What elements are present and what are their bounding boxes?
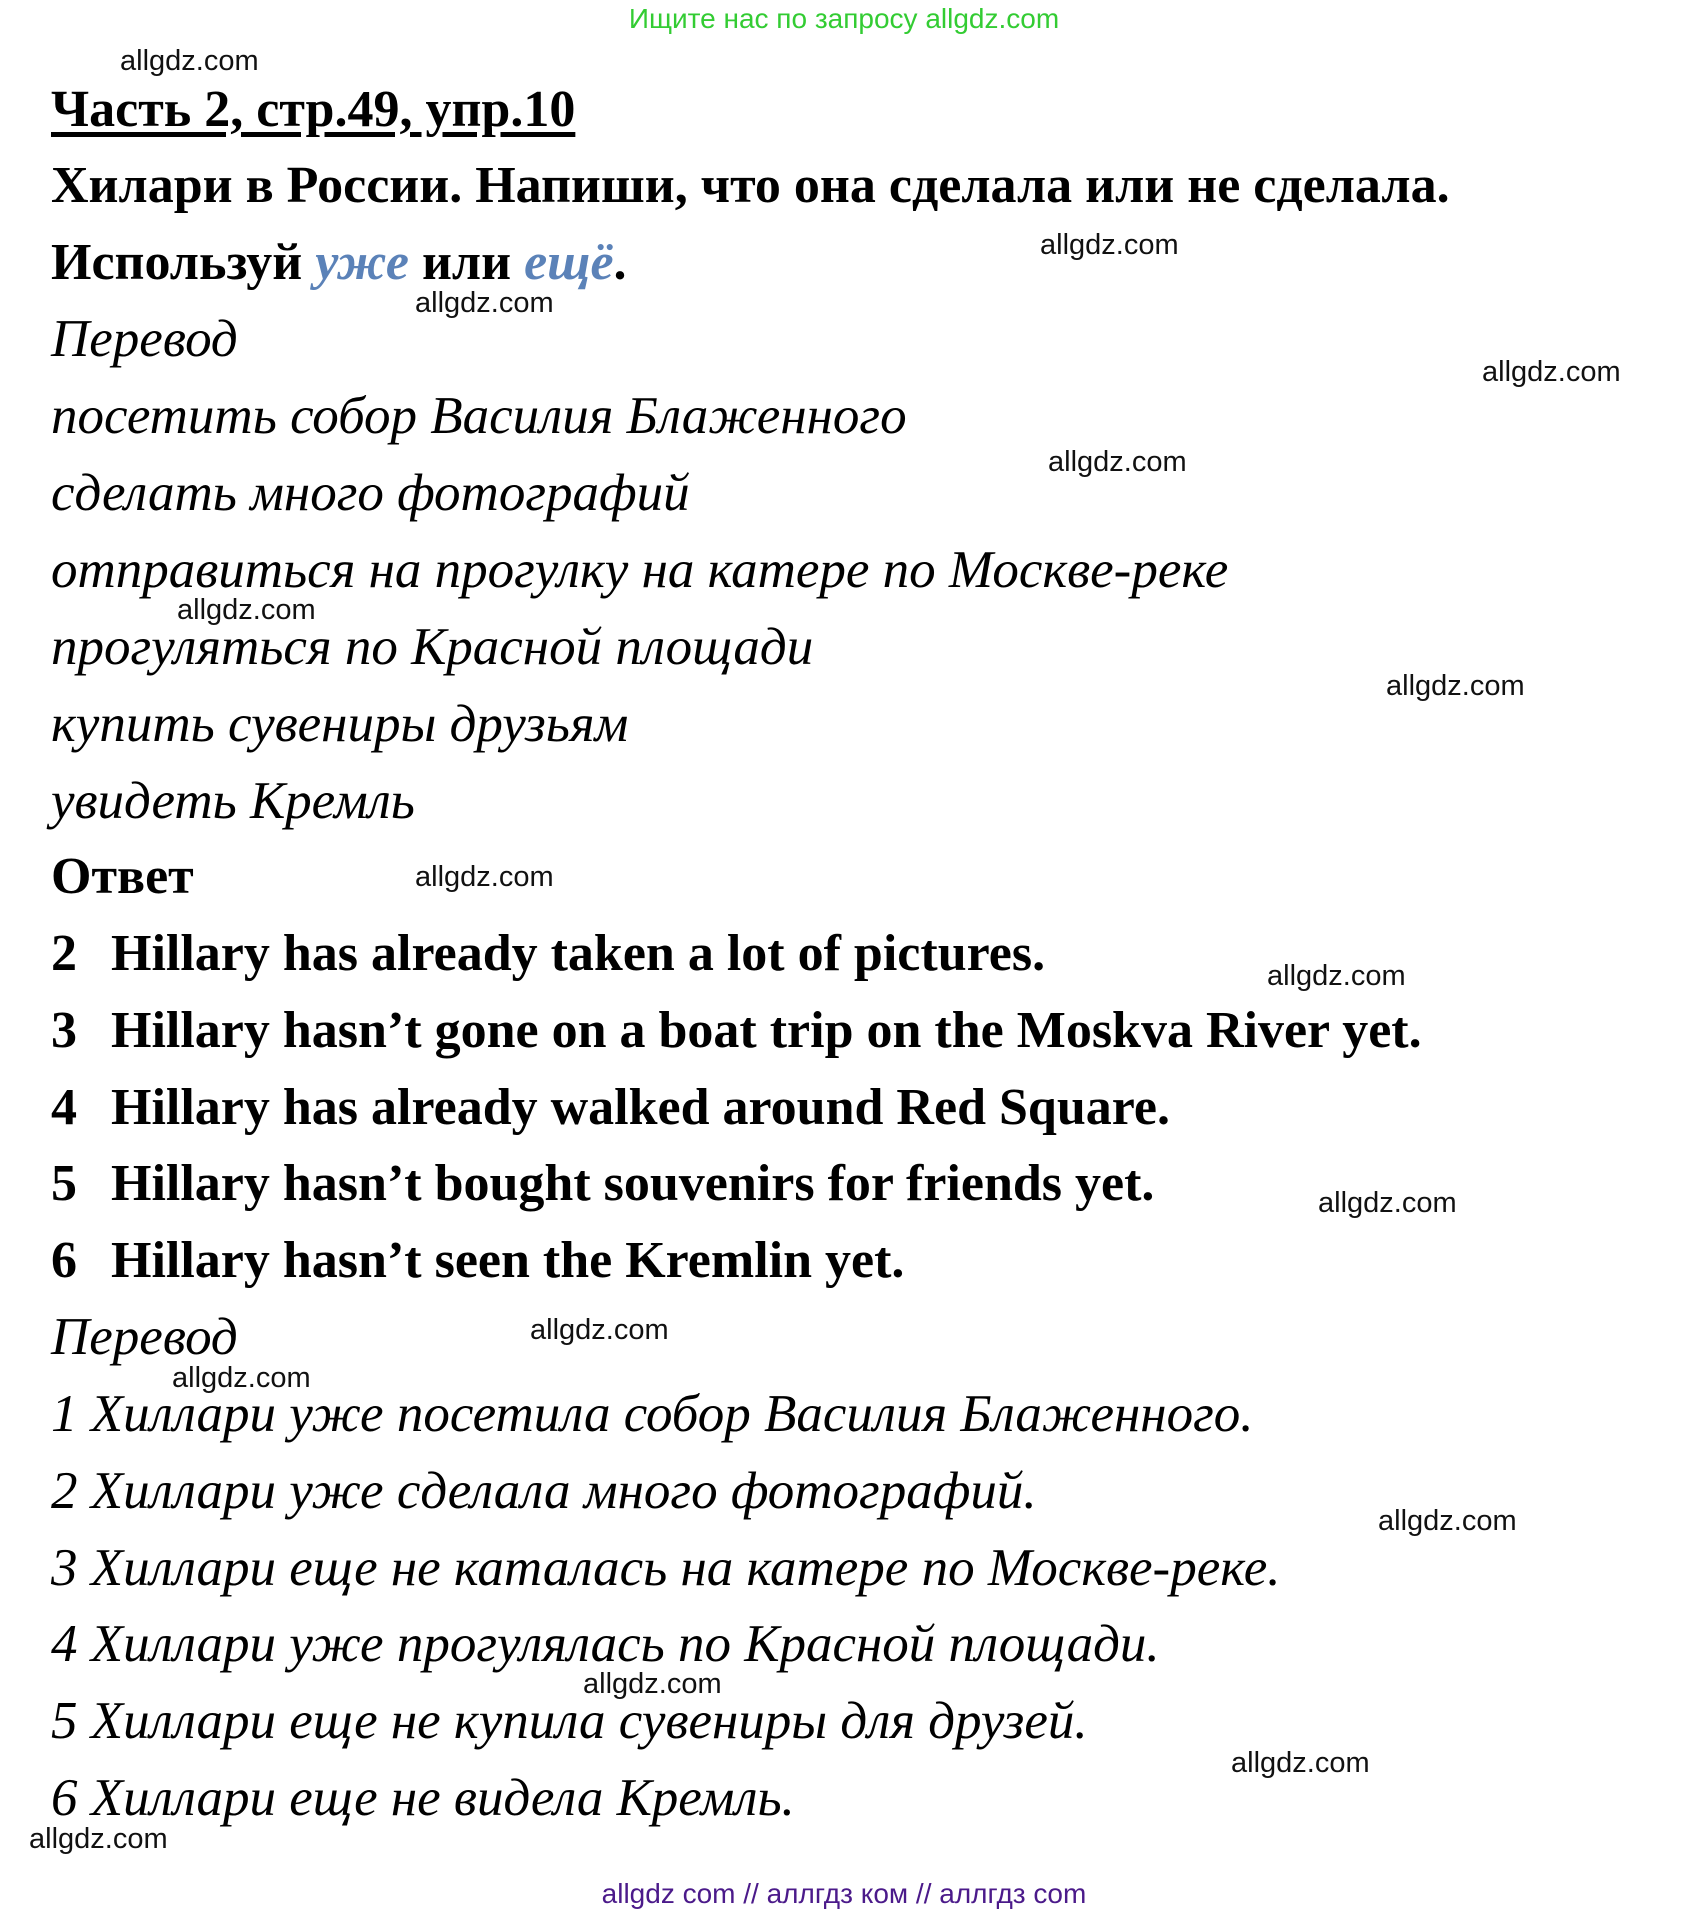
answer-text: Hillary has already walked around Red Square. [111,1079,1170,1136]
watermark: allgdz.com [1231,1747,1370,1779]
answer-text: Hillary has already taken a lot of pictures. [111,925,1046,982]
answer-number: 5 [51,1155,77,1212]
translation-item: посетить собор Василия Блаженного [51,387,907,445]
watermark: allgdz.com [415,861,554,893]
answer-text: Hillary hasn’t bought souvenirs for friends yet. [111,1155,1155,1212]
answer-translation: 5 Хиллари еще не купила сувениры для друзей. [51,1692,1088,1750]
instruction-end: . [613,234,627,291]
watermark: allgdz.com [172,1362,311,1394]
watermark: allgdz.com [1318,1187,1457,1219]
search-banner: Ищите нас по запросу allgdz.com [628,3,1060,34]
translation-heading: Перевод [51,310,238,368]
instruction-mid: или [408,234,525,291]
watermark: allgdz.com [1482,356,1621,388]
answer-line [51,1223,904,1299]
answer-translation: 4 Хиллари уже прогулялась по Красной площади. [51,1615,1160,1673]
keyword-yet: ещё [524,234,614,291]
watermark: allgdz.com [1040,229,1179,261]
watermark: allgdz.com [1378,1505,1517,1537]
footer-links: allgdz com // аллгдз ком // аллгдз com [601,1878,1087,1909]
translation-item: купить сувениры друзьям [51,695,629,753]
watermark: allgdz.com [583,1668,722,1700]
answer-translation: 2 Хиллари уже сделала много фотографий. [51,1462,1037,1520]
watermark: allgdz.com [530,1314,669,1346]
translation-item: прогуляться по Красной площади [51,618,814,676]
answer-line [51,916,1045,992]
answer-line [51,993,1422,1069]
watermark: allgdz.com [29,1823,168,1855]
translation-item: сделать много фотографий [51,464,690,522]
watermark: allgdz.com [415,287,554,319]
answer-number: 6 [51,1232,77,1289]
answer-number: 4 [51,1079,77,1136]
answer-number: 3 [51,1002,77,1059]
watermark: allgdz.com [1267,960,1406,992]
page-title: Часть 2, стр.49, упр.10 [51,81,576,138]
watermark: allgdz.com [1386,670,1525,702]
answer-text: Hillary hasn’t gone on a boat trip on the Moskva River yet. [111,1002,1422,1059]
answer-line [51,1146,1154,1222]
answer-translation: 1 Хиллари уже посетила собор Василия Блаженного. [51,1385,1254,1443]
answer-number: 2 [51,925,77,982]
answer-translation-heading: Перевод [51,1308,238,1366]
translation-item: отправиться на прогулку на катере по Москве-реке [51,541,1229,599]
instruction-prefix: Используй [51,234,316,291]
watermark: allgdz.com [120,45,259,77]
answer-heading: Ответ [51,848,194,905]
answer-line [51,1070,1170,1146]
translation-item: увидеть Кремль [51,772,415,830]
keyword-already: уже [315,234,409,291]
answer-translation: 3 Хиллари еще не каталась на катере по Москве-реке. [51,1539,1281,1597]
answer-translation: 6 Хиллари еще не видела Кремль. [51,1769,795,1827]
answer-text: Hillary hasn’t seen the Kremlin yet. [111,1232,905,1289]
watermark: allgdz.com [177,594,316,626]
task-text: Хилари в России. Напиши, что она сделала или не сделала. [51,157,1450,214]
watermark: allgdz.com [1048,446,1187,478]
